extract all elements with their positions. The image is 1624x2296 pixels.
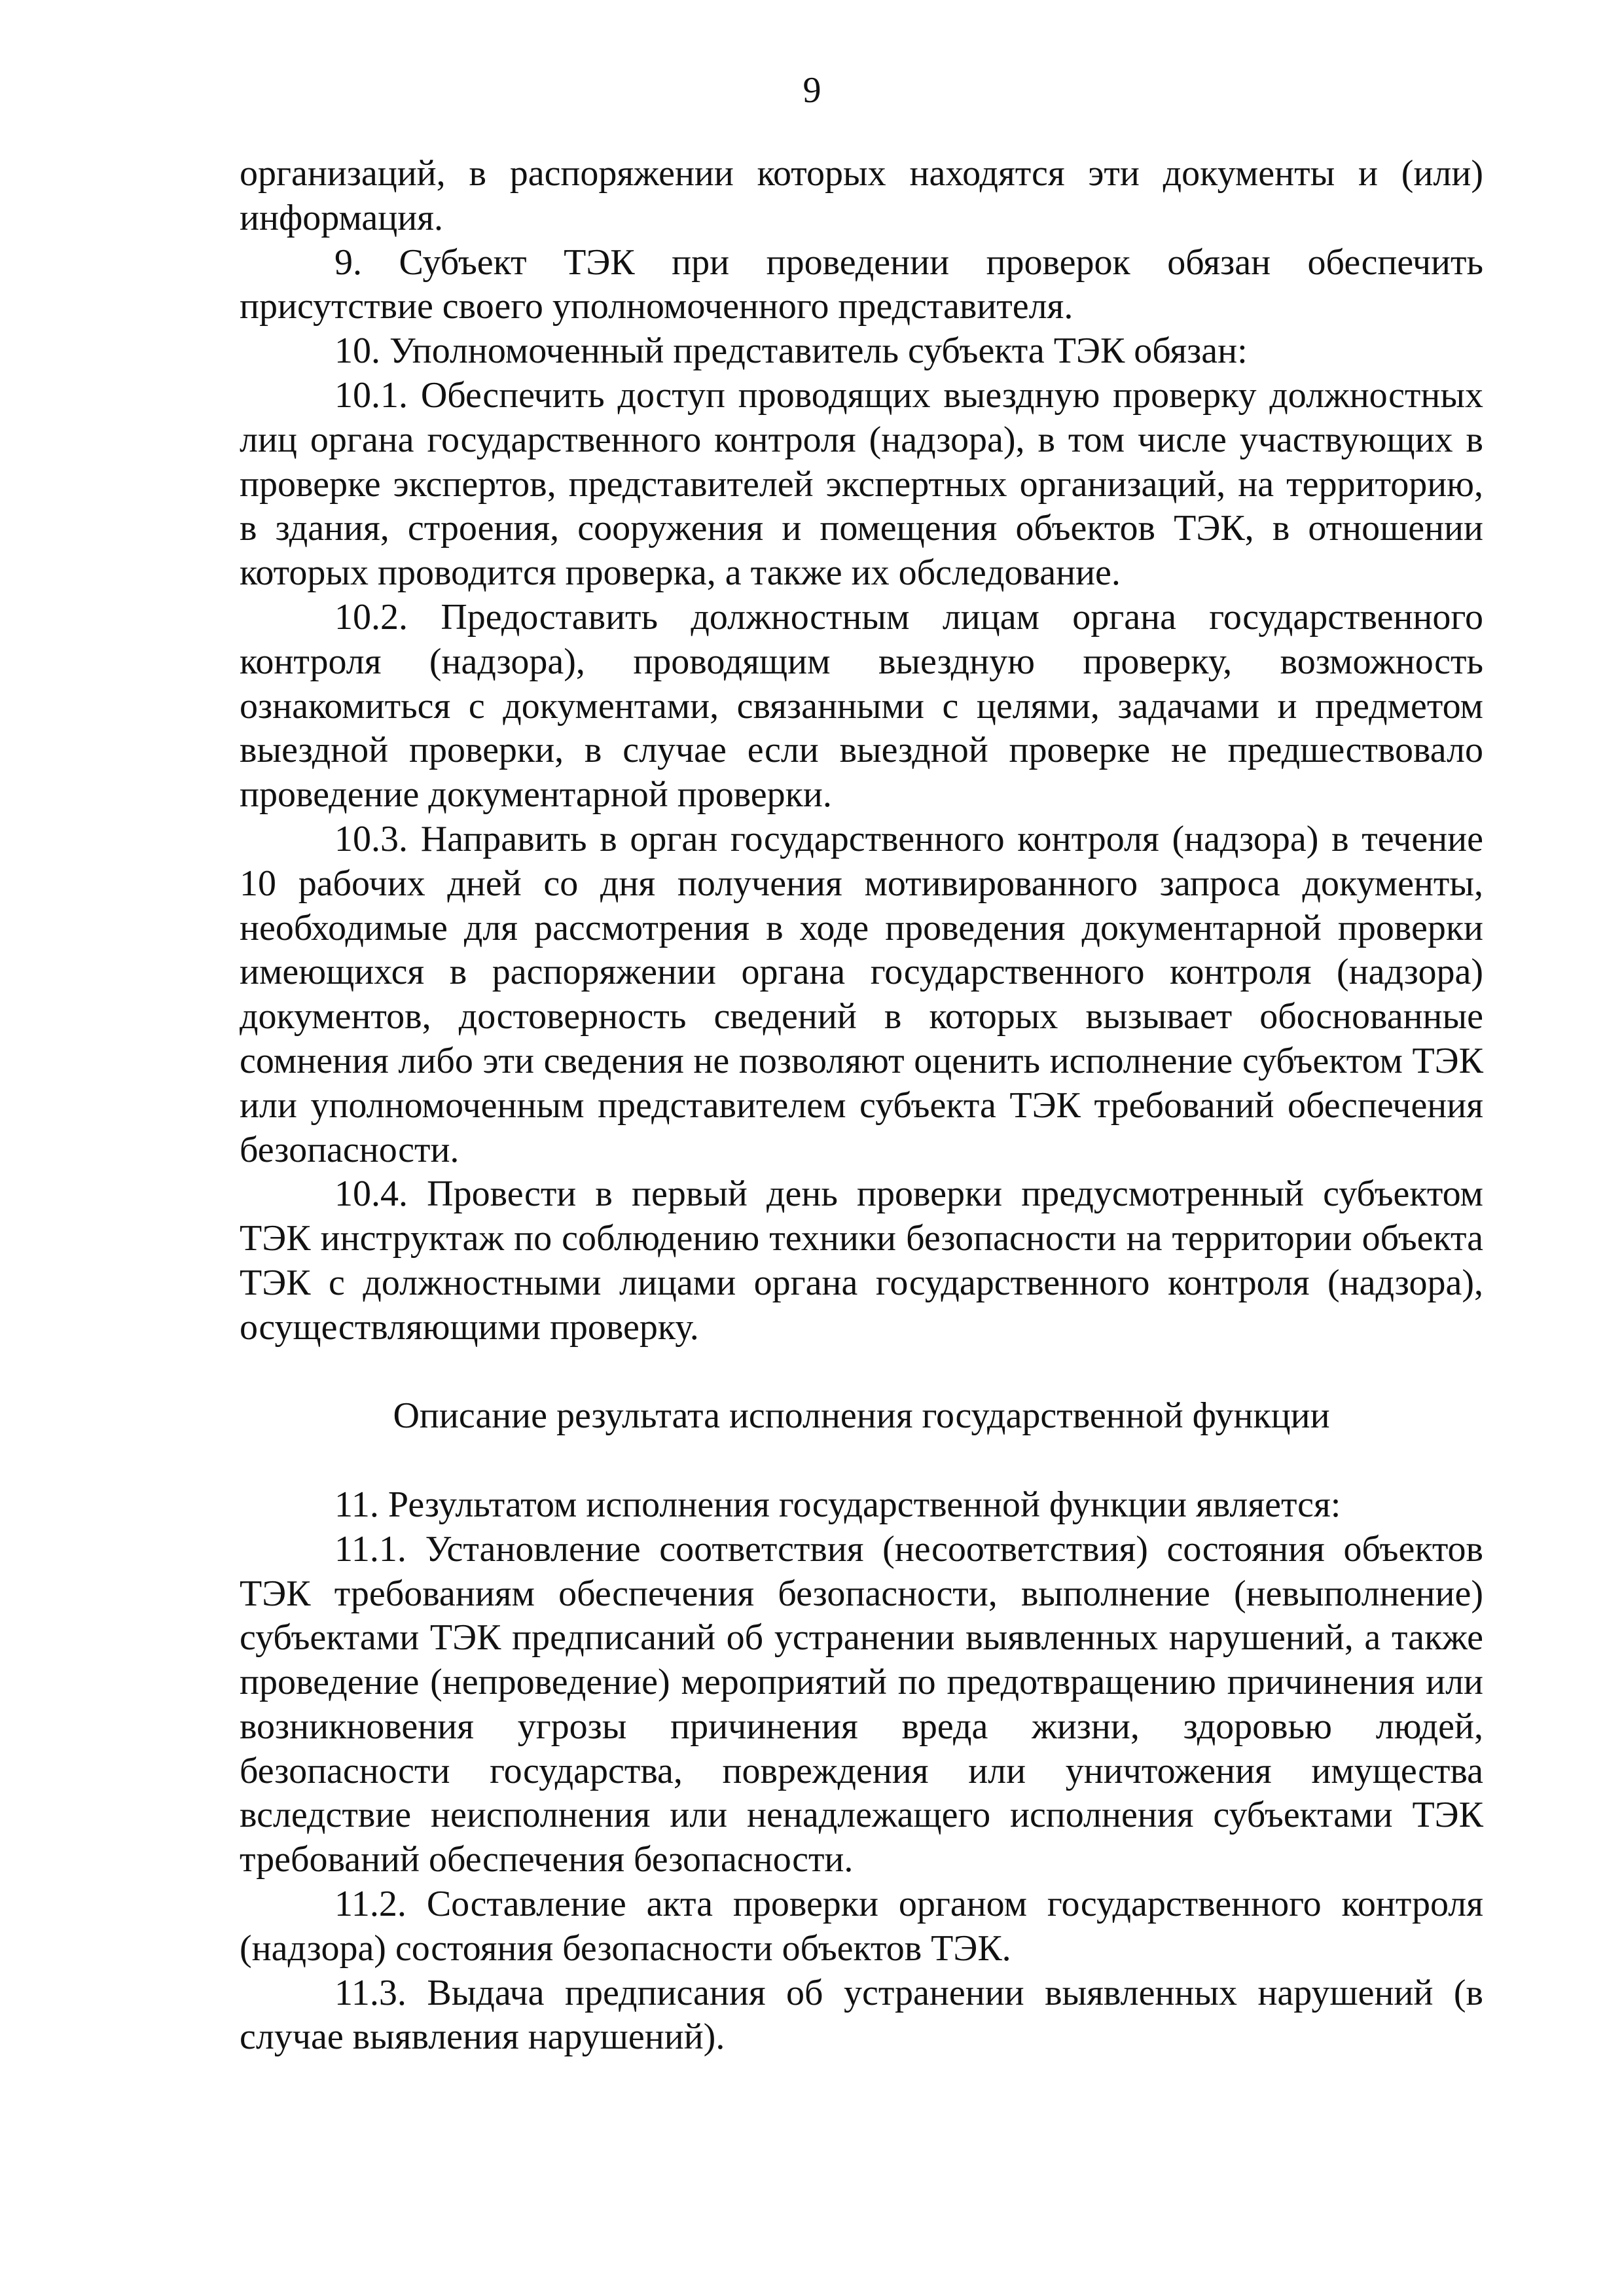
- paragraph-10-3: 10.3. Направить в орган государственного контроля (надзора) в течение 10 рабочих дней со дня получения мотивированного запроса документы, необходимые для рассмотрения в ходе проведения документарной проверки имеющихся в распоряжении органа государственного контроля (надзора) документов, достоверность сведений в которых вызывает обоснованные сомнения либо эти сведения не позволяют оценить исполнение субъектом ТЭК или уполномоченным представителем субъекта ТЭК требований обеспечения безопасности.: [240, 818, 1483, 1170]
- section-heading: Описание результата исполнения государственной функции: [393, 1395, 1330, 1437]
- paragraph-10-4: 10.4. Провести в первый день проверки предусмотренный субъектом ТЭК инструктаж по соблюдению техники безопасности на территории объекта ТЭК с должностными лицами органа государственного контроля (надзора), осуществляющими проверку.: [240, 1174, 1483, 1348]
- paragraph-11: 11. Результатом исполнения государственной функции является:: [334, 1484, 1341, 1525]
- paragraph-9: 9. Субъект ТЭК при проведении проверок обязан обеспечить присутствие своего уполномоченного представителя.: [240, 242, 1483, 327]
- paragraph-10-2: 10.2. Предоставить должностным лицам органа государственного контроля (надзора), проводящим выездную проверку, возможность ознакомиться с документами, связанными с целями, задачами и предметом выездной проверки, в случае если выездной проверке не предшествовало проведение документарной проверки.: [240, 596, 1483, 816]
- page-number: 9: [803, 70, 821, 111]
- document-body: [240, 152, 1483, 2060]
- paragraph-11-1: 11.1. Установление соответствия (несоответствия) состояния объектов ТЭК требованиям обеспечения безопасности, выполнение (невыполнение) субъектами ТЭК предписаний об устранении выявленных нарушений, а также проведение (непроведение) мероприятий по предотвращению причинения или возникновения угрозы причинения вреда жизни, здоровью людей, безопасности государства, повреждения или уничтожения имущества вследствие неисполнения или ненадлежащего исполнения субъектами ТЭК требований обеспечения безопасности.: [240, 1528, 1483, 1880]
- paragraph-10: 10. Уполномоченный представитель субъекта ТЭК обязан:: [334, 331, 1248, 372]
- paragraph-11-2: 11.2. Составление акта проверки органом государственного контроля (надзора) состояния безопасности объектов ТЭК.: [240, 1884, 1483, 1969]
- paragraph-10-1: 10.1. Обеспечить доступ проводящих выездную проверку должностных лиц органа государственного контроля (надзора), в том числе участвующих в проверке экспертов, представителей экспертных организаций, на территорию, в здания, строения, сооружения и помещения объектов ТЭК, в отношении которых проводится проверка, а также их обследование.: [240, 374, 1483, 594]
- paragraph-11-3: 11.3. Выдача предписания об устранении выявленных нарушений (в случае выявления нарушений).: [240, 1972, 1483, 2058]
- paragraph-continuation: организаций, в распоряжении которых находятся эти документы и (или) информация.: [240, 153, 1483, 238]
